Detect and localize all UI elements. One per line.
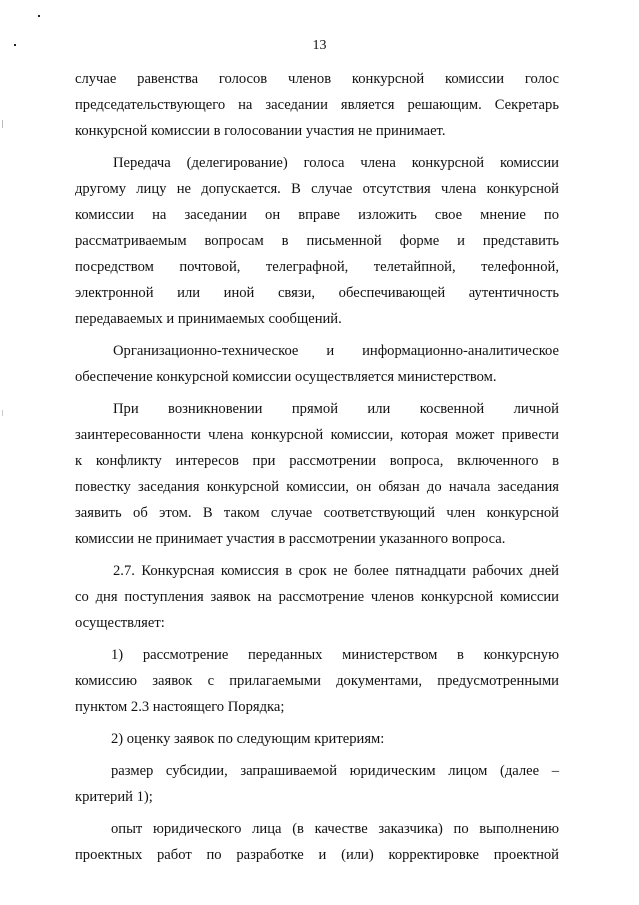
text-line: электронной или иной связи, обеспечивающей аутентичность	[75, 285, 559, 301]
text-line: размер субсидии, запрашиваемой юридическим лицом (далее –	[111, 763, 559, 779]
scan-speck	[38, 15, 40, 17]
text-line: осуществляет:	[75, 615, 165, 631]
section-2-7-paragraph	[75, 558, 559, 636]
text-line: 2.7. Конкурсная комиссия в срок не более пятнадцати рабочих дней	[113, 563, 559, 579]
paragraph	[75, 396, 559, 552]
paragraph	[75, 150, 559, 332]
text-line: посредством почтовой, телеграфной, телетайпной, телефонной,	[75, 259, 559, 275]
text-line: со дня поступления заявок на рассмотрение членов конкурсной комиссии	[75, 589, 559, 605]
page-number: 13	[312, 38, 327, 53]
text-line: комиссии не принимает участия в рассмотрении указанного вопроса.	[75, 531, 506, 547]
document-body	[75, 66, 559, 874]
text-line: конкурсной комиссии в голосовании участия не принимает.	[75, 123, 446, 139]
text-line: повестку заседания конкурсной комиссии, он обязан до начала заседания	[75, 479, 559, 495]
list-item	[75, 642, 559, 720]
text-line: проектных работ по разработке и (или) корректировке проектной	[75, 847, 559, 863]
paragraph	[75, 338, 559, 390]
scan-edge-mark	[2, 120, 3, 128]
text-line: 2) оценку заявок по следующим критериям:	[111, 731, 385, 747]
text-line: случае равенства голосов членов конкурсной комиссии голос	[75, 71, 559, 87]
text-line: заинтересованности члена конкурсной комиссии, которая может привести	[75, 427, 559, 443]
text-line: к конфликту интересов при рассмотрении вопроса, включенного в	[75, 453, 559, 469]
paragraph	[75, 66, 559, 144]
criterion-paragraph	[75, 816, 559, 868]
text-line: председательствующего на заседании является решающим. Секретарь	[75, 97, 559, 113]
text-line: обеспечение конкурсной комиссии осуществляется министерством.	[75, 369, 497, 385]
criterion-paragraph	[75, 758, 559, 810]
text-line: другому лицу не допускается. В случае отсутствия члена конкурсной	[75, 181, 559, 197]
text-line: пунктом 2.3 настоящего Порядка;	[75, 699, 285, 715]
text-line: комиссию заявок с прилагаемыми документами, предусмотренными	[75, 673, 559, 689]
text-line: Организационно-техническое и информационно-аналитическое	[113, 343, 559, 359]
scan-edge-mark	[2, 410, 3, 416]
text-line: Передача (делегирование) голоса члена конкурсной комиссии	[113, 155, 559, 171]
text-line: передаваемых и принимаемых сообщений.	[75, 311, 342, 327]
text-line: 1) рассмотрение переданных министерством в конкурсную	[111, 647, 559, 663]
list-item	[75, 726, 559, 752]
text-line: опыт юридического лица (в качестве заказчика) по выполнению	[111, 821, 559, 837]
text-line: комиссии на заседании он вправе изложить свое мнение по	[75, 207, 559, 223]
text-line: критерий 1);	[75, 789, 153, 805]
text-line: При возникновении прямой или косвенной личной	[113, 401, 559, 417]
text-line: заявить об этом. В таком случае соответствующий член конкурсной	[75, 505, 559, 521]
text-line: рассматриваемым вопросам в письменной форме и представить	[75, 233, 559, 249]
